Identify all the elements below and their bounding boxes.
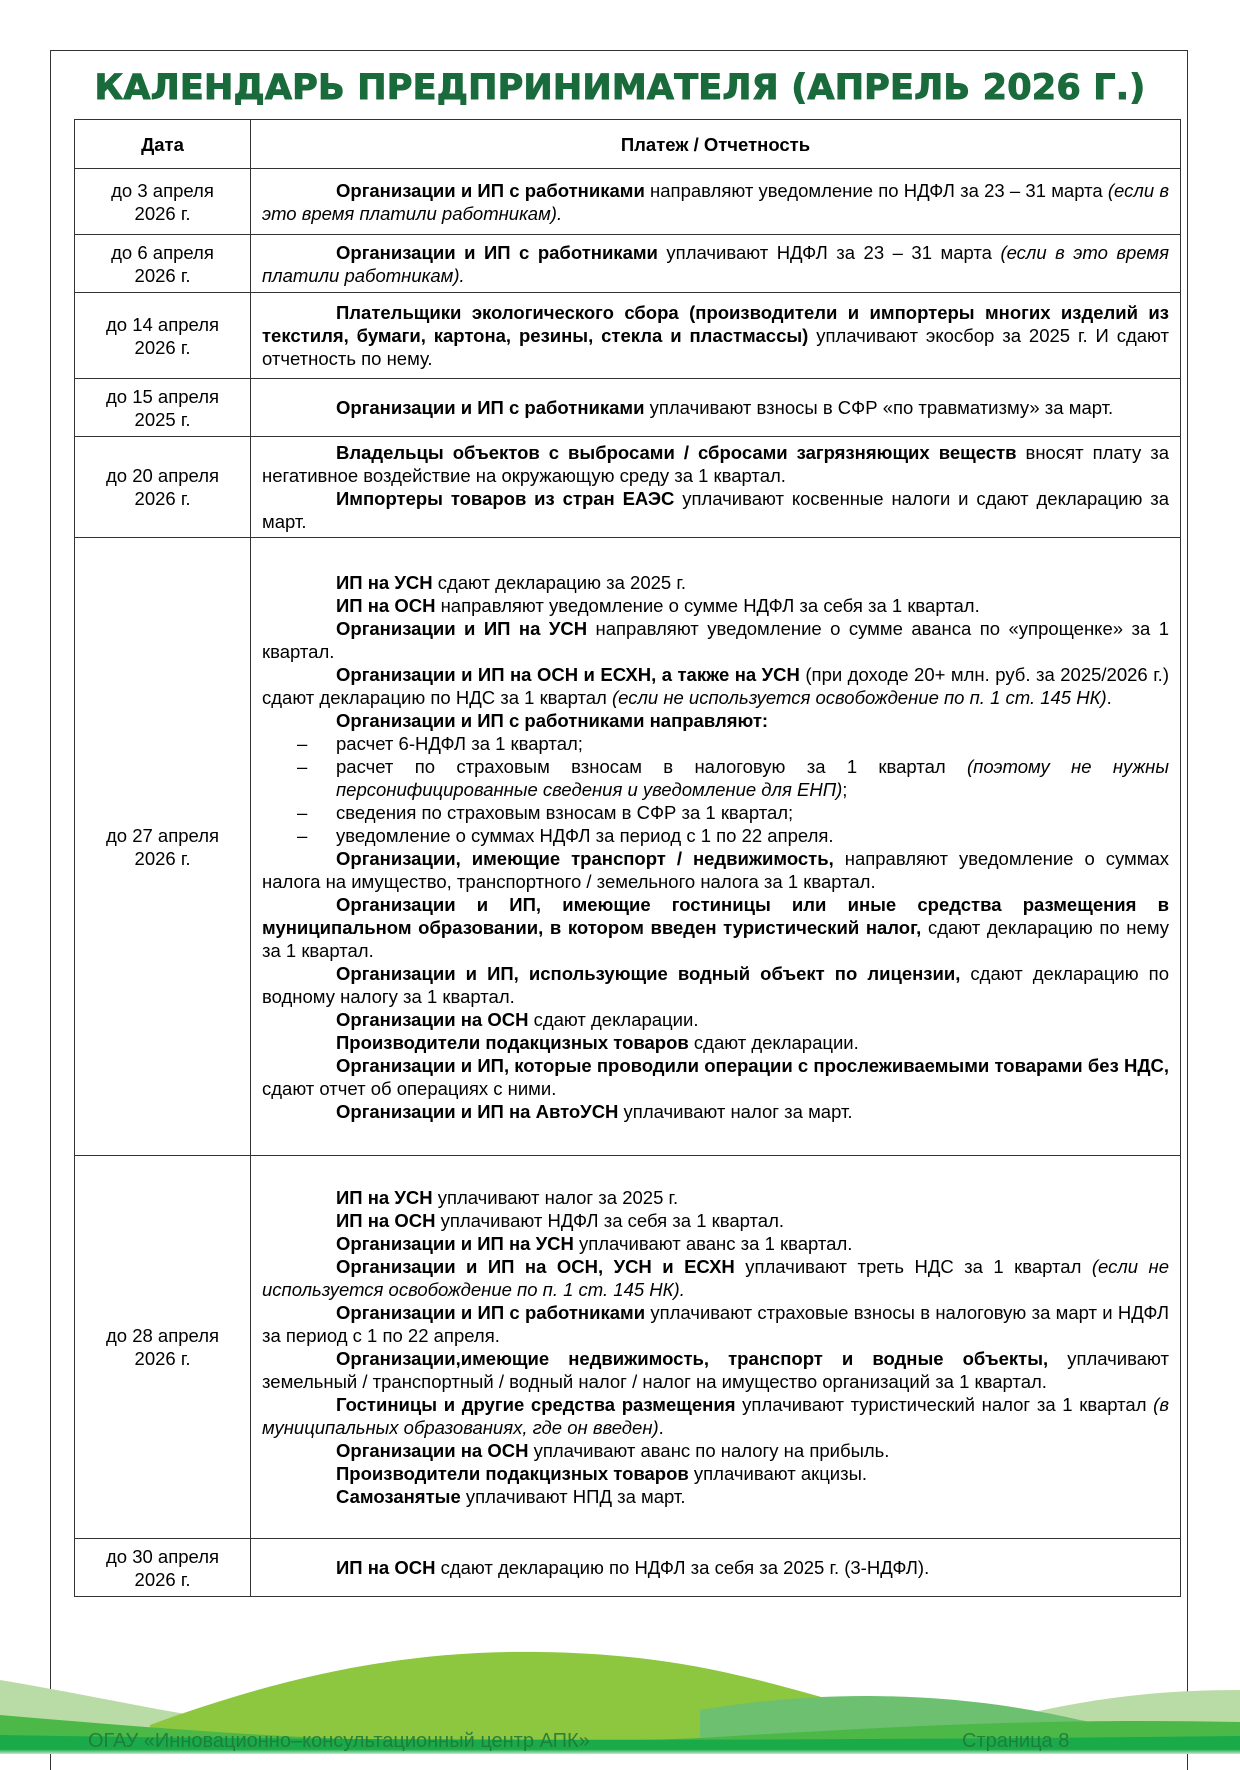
entry-subject: Организации и ИП на УСН [336,617,588,639]
date-line1: до 3 апреля [111,179,214,201]
entry-paragraph [262,663,1169,709]
list-item-tail: ; [842,778,848,800]
entry-text: уплачивают НДФЛ за 23 – 31 марта [657,241,1001,263]
entry-tail: . [658,1417,664,1438]
date-cell [75,235,251,293]
entry-paragraph [262,1439,1169,1462]
entry-text: (при доходе 20+ млн. руб. за 2025/2026 г.) сдают декларацию по НДС за 1 квартал [262,663,1169,708]
date-line2: 2025 г. [134,408,191,430]
entry-subject: Импортеры товаров из стран ЕАЭС [336,488,675,509]
date-line2: 2026 г. [134,264,191,286]
entry-subject: Гостиницы и другие средства размещения [336,1394,736,1415]
payment-reporting-cell [251,1539,1181,1597]
date-line1: до 6 апреля [111,241,214,263]
entry-text: уплачивают НДФЛ за себя за 1 квартал. [435,1210,785,1231]
date-line2: 2026 г. [134,847,191,869]
entry-subject: Организации и ИП с работниками направляют: [336,709,769,731]
page-title: КАЛЕНДАРЬ ПРЕДПРИНИМАТЕЛЯ (АПРЕЛЬ 2026 Г.) [94,68,1146,108]
entry-subject: Организации и ИП, которые проводили операции с прослеживаемыми товарами без НДС, [336,1054,1169,1076]
entry-paragraph [262,487,1169,533]
entry-subject: ИП на ОСН [336,1557,436,1578]
entry-text: уплачивают налог за март. [618,1100,853,1122]
entry-paragraph [262,1054,1169,1100]
dash-bullet-icon: – [297,801,308,823]
entry-paragraph [262,1100,1169,1123]
entry-paragraph [262,617,1169,663]
entry-subject: Самозанятые [336,1486,461,1507]
date-cell [75,169,251,235]
entry-paragraph [262,893,1169,962]
date-cell [75,293,251,379]
entry-subject: Организации на ОСН [336,1008,529,1030]
table-header-row [75,120,1181,169]
entry-paragraph [262,1008,1169,1031]
entry-subject: Организации и ИП с работниками [336,241,658,263]
entry-paragraph [262,1209,1169,1232]
payment-reporting-cell [251,379,1181,437]
entry-text: направляют уведомление о сумме аванса по «упрощенке» за 1 квартал. [262,617,1170,662]
entry-paragraph [262,1232,1169,1255]
entry-text: уплачивают аванс по налогу на прибыль. [528,1440,890,1461]
entry-subject: ИП на ОСН [336,594,436,616]
list-item-text: расчет 6-НДФЛ за 1 квартал; [336,732,583,754]
entry-note: (если не используется освобождение по п. 1 ст. 145 НК). [262,1256,1170,1300]
header-date: Дата [75,120,251,169]
date-line1: до 28 апреля [105,1325,220,1346]
entry-text: сдают декларации. [688,1031,859,1053]
entry-text: сдают отчет об операциях с ними. [262,1077,557,1099]
entry-paragraph [262,1031,1169,1054]
table-row [75,293,1181,379]
table-row [75,1539,1181,1597]
entry-paragraph [262,1462,1169,1485]
entry-paragraph [262,1347,1169,1393]
entry-subject: Организации и ИП с работниками [336,1302,646,1323]
entry-tail: . [1106,686,1112,708]
entry-paragraph [262,396,1169,419]
entry-subject: Организации и ИП с работниками [336,179,645,201]
date-cell [75,1156,251,1539]
entry-text: уплачивают взносы в СФР «по травматизму» за март. [644,397,1114,418]
payment-reporting-cell [251,538,1181,1156]
entry-subject: Производители подакцизных товаров [336,1463,689,1484]
entry-note: (если в это время платили работникам). [262,179,1169,224]
entry-subject: Организации,имеющие недвижимость, транспорт и водные объекты, [336,1348,1049,1369]
entry-text: сдают декларацию по нему за 1 квартал. [262,916,1169,961]
entry-paragraph [262,179,1169,225]
entry-subject: Организации и ИП с работниками [336,397,645,418]
date-line1: до 30 апреля [105,1545,220,1567]
entry-paragraph [262,1393,1169,1439]
entry-paragraph [262,1556,1169,1579]
table-row [75,538,1181,1156]
entry-subject: Владельцы объектов с выбросами / сбросами загрязняющих веществ [336,442,1017,463]
entry-note: (в муниципальных образованиях, где он введен) [262,1394,1169,1438]
entry-text: уплачивают акцизы. [688,1463,868,1484]
entry-subject: Организации и ИП, имеющие гостиницы или иные средства размещения в муниципальном образовании, в котором введен туристический налог, [262,893,1169,938]
entry-text: направляют уведомление о сумме НДФЛ за себя за 1 квартал. [435,594,980,616]
entry-subject: Плательщики экологического сбора (производители и импортеры многих изделий из текстиля, бумаги, картона, резины, стекла и пластмассы) [262,302,1169,346]
entry-paragraph [262,1485,1169,1508]
entry-subject: Производители подакцизных товаров [336,1031,689,1053]
entry-paragraph [262,1186,1169,1209]
date-line1: до 20 апреля [105,465,220,486]
entry-paragraph [262,847,1169,893]
date-line1: до 15 апреля [105,385,220,407]
list-item-text: расчет по страховым взносам в налоговую за 1 квартал [336,755,967,777]
entry-text: сдают декларацию по водному налогу за 1 квартал. [262,962,1169,1007]
table-row [75,437,1181,538]
entry-text: уплачивают земельный / транспортный / водный налог / налог на имущество организаций за 1 квартал. [262,1348,1169,1392]
entry-text: направляют уведомление о суммах налога на имущество, транспортного / земельного налога за 1 квартал. [262,847,1169,892]
entry-paragraph [262,301,1169,370]
entry-text: уплачивают НПД за март. [460,1486,686,1507]
entry-text: уплачивают аванс за 1 квартал. [573,1233,853,1254]
dash-bullet-icon: – [297,732,308,754]
date-line1: до 14 апреля [105,313,220,335]
payment-reporting-cell [251,293,1181,379]
entry-text: уплачивают налог за 2025 г. [432,1187,679,1208]
entry-text: сдают декларацию по НДФЛ за себя за 2025 г. (3-НДФЛ). [435,1557,930,1578]
footer [0,1640,1240,1754]
entry-paragraph [262,1301,1169,1347]
list-item-text: сведения по страховым взносам в СФР за 1 квартал; [336,801,794,823]
entry-paragraph [262,571,1169,594]
entry-note: (если не используется освобождение по п. 1 ст. 145 НК) [611,686,1107,708]
entry-subject: Организации и ИП на ОСН и ЕСХН, а также на УСН [336,663,800,685]
date-cell [75,538,251,1156]
table-row [75,235,1181,293]
payment-reporting-cell [251,169,1181,235]
header-payment-reporting: Платеж / Отчетность [251,120,1181,169]
entry-text: сдают декларации. [528,1008,699,1030]
date-line2: 2026 г. [134,488,191,509]
list-item [262,801,1169,824]
entry-subject: ИП на УСН [336,571,433,593]
payment-reporting-cell [251,437,1181,538]
footer-organization: ОГАУ «Инновационно–консультационный центр АПК» [88,1730,590,1752]
entry-paragraph [262,241,1169,287]
entry-text: вносят плату за негативное воздействие на окружающую среду за 1 квартал. [262,442,1169,486]
entry-text: уплачивают косвенные налоги и сдают декларацию за март. [262,488,1169,532]
list-item [262,732,1169,755]
dash-bullet-icon: – [297,755,308,777]
entry-text: уплачивают треть НДС за 1 квартал [734,1256,1092,1277]
table-row [75,169,1181,235]
entry-subject: Организации и ИП, использующие водный объект по лицензии, [336,962,961,984]
date-line2: 2026 г. [134,1568,191,1590]
entry-subject: Организации, имеющие транспорт / недвижимость, [336,847,834,869]
entry-paragraph [262,441,1169,487]
table-row [75,1156,1181,1539]
entry-subject: Организации на ОСН [336,1440,529,1461]
entry-text: уплачивают экосбор за 2025 г. И сдают отчетность по нему. [262,325,1169,369]
entry-subject: Организации и ИП на АвтоУСН [336,1100,619,1122]
entry-paragraph [262,1255,1169,1301]
entry-subject: ИП на ОСН [336,1210,436,1231]
date-cell [75,1539,251,1597]
list-item-text: уведомление о суммах НДФЛ за период с 1 по 22 апреля. [336,824,834,846]
entry-text: уплачивают страховые взносы в налоговую за март и НДФЛ за период с 1 по 22 апреля. [262,1302,1169,1346]
table-row [75,379,1181,437]
date-cell [75,379,251,437]
dash-bullet-icon: – [297,824,308,846]
entry-paragraph [262,962,1169,1008]
entry-paragraph [262,594,1169,617]
payment-reporting-cell [251,235,1181,293]
payment-reporting-cell [251,1156,1181,1539]
entry-subject: Организации и ИП на УСН [336,1233,574,1254]
list-item [262,755,1169,801]
date-line1: до 27 апреля [105,824,220,846]
footer-page-number: Страница 8 [962,1730,1070,1752]
entry-text: уплачивают туристический налог за 1 квартал [735,1394,1154,1415]
entry-note: (если в это время платили работникам). [262,241,1169,286]
entry-text: сдают декларацию за 2025 г. [432,571,686,593]
calendar-table [74,119,1181,1597]
list-item [262,824,1169,847]
entry-subject: ИП на УСН [336,1187,433,1208]
entry-subject: Организации и ИП на ОСН, УСН и ЕСХН [336,1256,735,1277]
entry-paragraph [262,709,1169,732]
entry-text: направляют уведомление по НДФЛ за 23 – 31 марта [644,179,1108,201]
list-item-note: (поэтому не нужны персонифицированные сведения и уведомление для ЕНП) [336,755,1169,800]
date-line2: 2026 г. [134,202,191,224]
date-line2: 2026 г. [134,336,191,358]
date-line2: 2026 г. [134,1348,191,1369]
date-cell [75,437,251,538]
